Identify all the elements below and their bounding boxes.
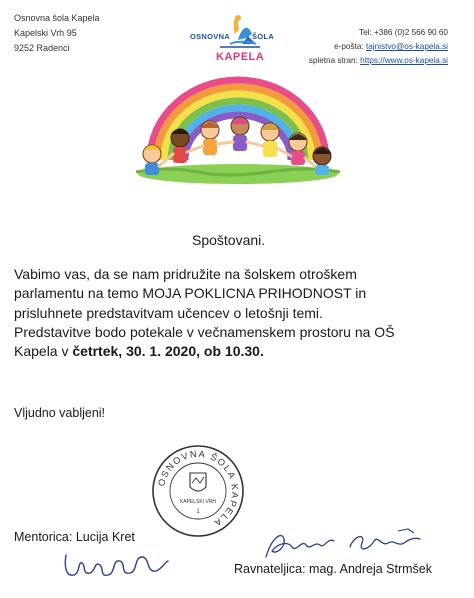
school-address	[14, 11, 100, 56]
school-street: Kapelski Vrh 95	[14, 28, 77, 38]
school-contact	[309, 26, 448, 68]
logo-word-sola: ŠOLA	[252, 32, 275, 41]
web-label: spletna stran:	[308, 56, 358, 65]
logo-word-osnovna: OSNOVNA	[190, 32, 231, 41]
school-stamp-icon	[150, 443, 246, 539]
date-prefix: Kapela v	[14, 343, 73, 360]
mentor-signature-icon	[60, 547, 170, 581]
letter-line: parlamentu na temo MOJA POKLICNA PRIHODNOST in	[14, 285, 367, 302]
principal-name: Ravnateljica: mag. Andreja Strmšek	[234, 562, 433, 576]
letter-line: Predstavitve bodo potekale v večnamenskem prostoru na OŠ	[14, 323, 395, 340]
web-row	[309, 54, 448, 68]
letter-paragraph	[14, 265, 459, 361]
email-row	[309, 40, 448, 54]
school-logo	[190, 14, 290, 64]
web-link[interactable]: https://www.os-kapela.si	[360, 56, 448, 65]
logo-word-kapela: KAPELA	[216, 51, 265, 63]
letter-regards: Vljudno vabljeni!	[14, 406, 106, 420]
email-link[interactable]: tajnistvo@os-kapela.si	[365, 42, 448, 51]
phone-text: Tel: +386 (0)2 566 90 60	[359, 28, 448, 37]
email-label: e-pošta:	[334, 42, 364, 51]
principal-signature-icon	[258, 527, 423, 563]
letter-greeting: Spoštovani.	[192, 232, 266, 248]
stamp-ring-text: OSNOVNA ŠOLA KAPELA	[156, 448, 241, 529]
school-city: 9252 Radenci	[14, 43, 70, 53]
letter-line: Vabimo vas, da se nam pridružite na šolskem otroškem	[14, 266, 357, 282]
school-name: Osnovna šola Kapela	[14, 13, 100, 23]
rainbow-children-illustration	[128, 68, 342, 186]
letter-line: prisluhnete predstavitvam učencev o letošnji temi.	[14, 304, 323, 321]
letter-line-date	[14, 342, 459, 361]
event-date: četrtek, 30. 1. 2020, ob 10.30.	[72, 343, 264, 360]
stamp-center-text: KAPELSKI VRH	[179, 499, 217, 505]
stamp-number: 1	[196, 509, 200, 515]
mentor-name: Mentorica: Lucija Kret	[14, 530, 135, 544]
